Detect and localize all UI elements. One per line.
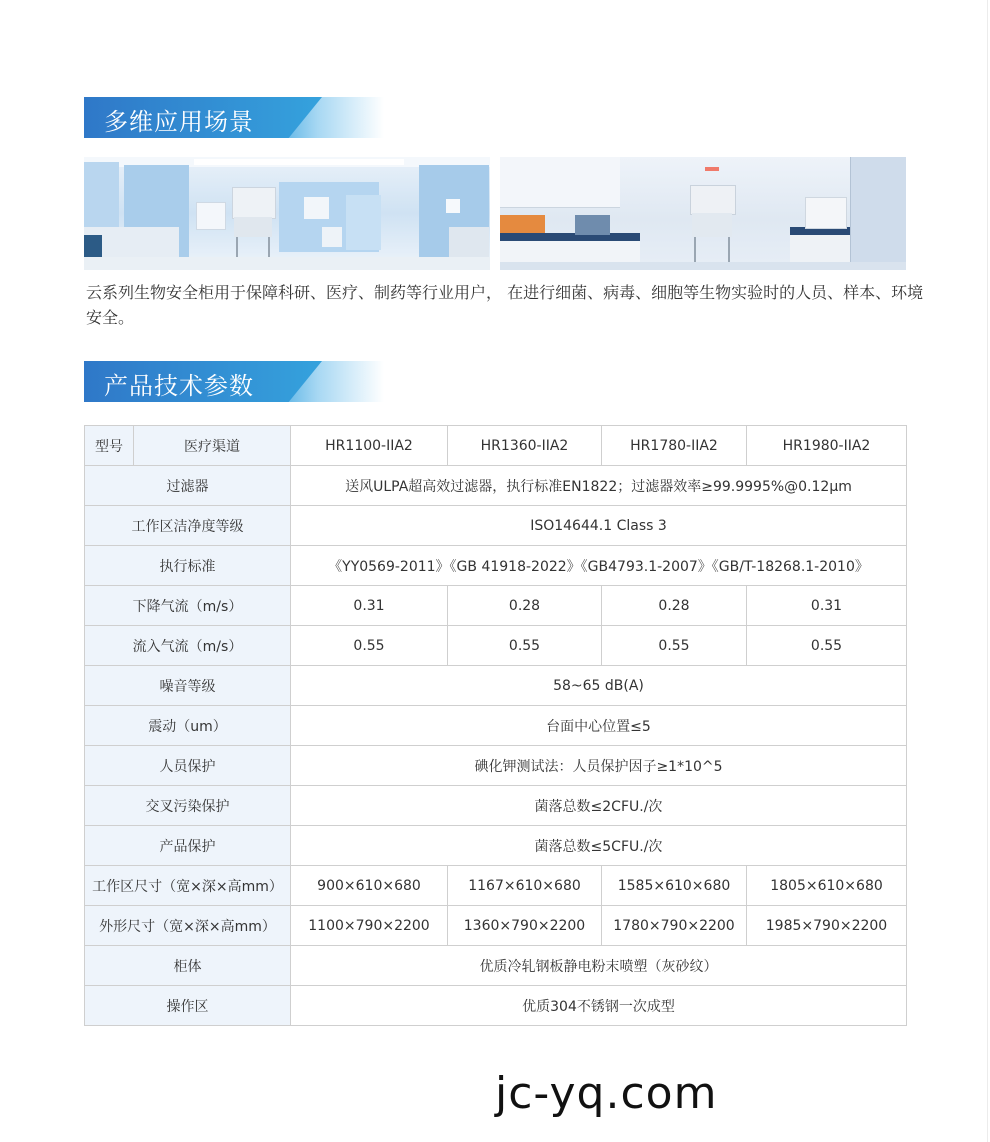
row-label: 震动（um） <box>85 706 291 746</box>
section-title: 多维应用场景 <box>104 108 254 136</box>
row-value: 1100×790×2200 <box>291 906 448 946</box>
research-lab-scene-image <box>500 157 906 270</box>
medical-lab-scene-image <box>84 157 490 270</box>
row-value: 优质304不锈钢一次成型 <box>291 986 907 1026</box>
table-row <box>85 906 907 946</box>
row-value: 碘化钾测试法：人员保护因子≥1*10^5 <box>291 746 907 786</box>
row-value: 送风ULPA超高效过滤器，执行标准EN1822；过滤器效率≥99.9995%@0.12μm <box>291 466 907 506</box>
section-banner-scenarios <box>84 97 384 138</box>
spec-table <box>84 425 907 1026</box>
row-value: 《YY0569-2011》《GB 41918-2022》《GB4793.1-2007》《GB/T-18268.1-2010》 <box>291 546 907 586</box>
model-name: HR1780-IIA2 <box>602 426 747 466</box>
row-value: 1360×790×2200 <box>448 906 602 946</box>
row-value: 1805×610×680 <box>747 866 907 906</box>
row-value: 0.28 <box>448 586 602 626</box>
model-name: HR1100-IIA2 <box>291 426 448 466</box>
table-row <box>85 786 907 826</box>
row-label: 柜体 <box>85 946 291 986</box>
row-value: 台面中心位置≤5 <box>291 706 907 746</box>
table-row <box>85 986 907 1026</box>
table-row <box>85 546 907 586</box>
table-row <box>85 466 907 506</box>
row-value: 58~65 dB(A) <box>291 666 907 706</box>
row-label: 流入气流（m/s） <box>85 626 291 666</box>
row-value: 0.55 <box>448 626 602 666</box>
product-description: 云系列生物安全柜用于保障科研、医疗、制药等行业用户， 在进行细菌、病毒、细胞等生物实验时的人员、样本、环境安全。 <box>86 283 924 327</box>
row-value: 菌落总数≤2CFU./次 <box>291 786 907 826</box>
table-row <box>85 706 907 746</box>
row-value: 0.31 <box>747 586 907 626</box>
row-label: 人员保护 <box>85 746 291 786</box>
row-label: 工作区尺寸（宽×深×高mm） <box>85 866 291 906</box>
row-label: 噪音等级 <box>85 666 291 706</box>
row-value: 优质冷轧钢板静电粉末喷塑（灰砂纹） <box>291 946 907 986</box>
row-value: ISO14644.1 Class 3 <box>291 506 907 546</box>
table-row <box>85 826 907 866</box>
table-header-row <box>85 426 907 466</box>
row-value: 900×610×680 <box>291 866 448 906</box>
table-row <box>85 866 907 906</box>
table-row <box>85 746 907 786</box>
row-label: 操作区 <box>85 986 291 1026</box>
row-label: 执行标准 <box>85 546 291 586</box>
table-row <box>85 506 907 546</box>
table-row <box>85 946 907 986</box>
row-value: 0.31 <box>291 586 448 626</box>
page-edge-divider <box>987 0 988 1142</box>
section-banner-specs <box>84 361 384 402</box>
row-label: 工作区洁净度等级 <box>85 506 291 546</box>
channel-label: 医疗渠道 <box>134 426 291 466</box>
model-name: HR1360-IIA2 <box>448 426 602 466</box>
row-value: 0.28 <box>602 586 747 626</box>
model-label: 型号 <box>85 426 134 466</box>
row-label: 下降气流（m/s） <box>85 586 291 626</box>
row-label: 交叉污染保护 <box>85 786 291 826</box>
model-name: HR1980-IIA2 <box>747 426 907 466</box>
row-label: 产品保护 <box>85 826 291 866</box>
row-value: 菌落总数≤5CFU./次 <box>291 826 907 866</box>
table-row <box>85 586 907 626</box>
row-value: 1585×610×680 <box>602 866 747 906</box>
row-value: 1780×790×2200 <box>602 906 747 946</box>
row-value: 0.55 <box>747 626 907 666</box>
row-label: 外形尺寸（宽×深×高mm） <box>85 906 291 946</box>
table-row <box>85 626 907 666</box>
row-value: 1167×610×680 <box>448 866 602 906</box>
row-value: 0.55 <box>602 626 747 666</box>
section-title: 产品技术参数 <box>104 372 254 400</box>
website-url: jc-yq.com <box>495 1068 718 1119</box>
row-value: 0.55 <box>291 626 448 666</box>
row-value: 1985×790×2200 <box>747 906 907 946</box>
table-row <box>85 666 907 706</box>
row-label: 过滤器 <box>85 466 291 506</box>
